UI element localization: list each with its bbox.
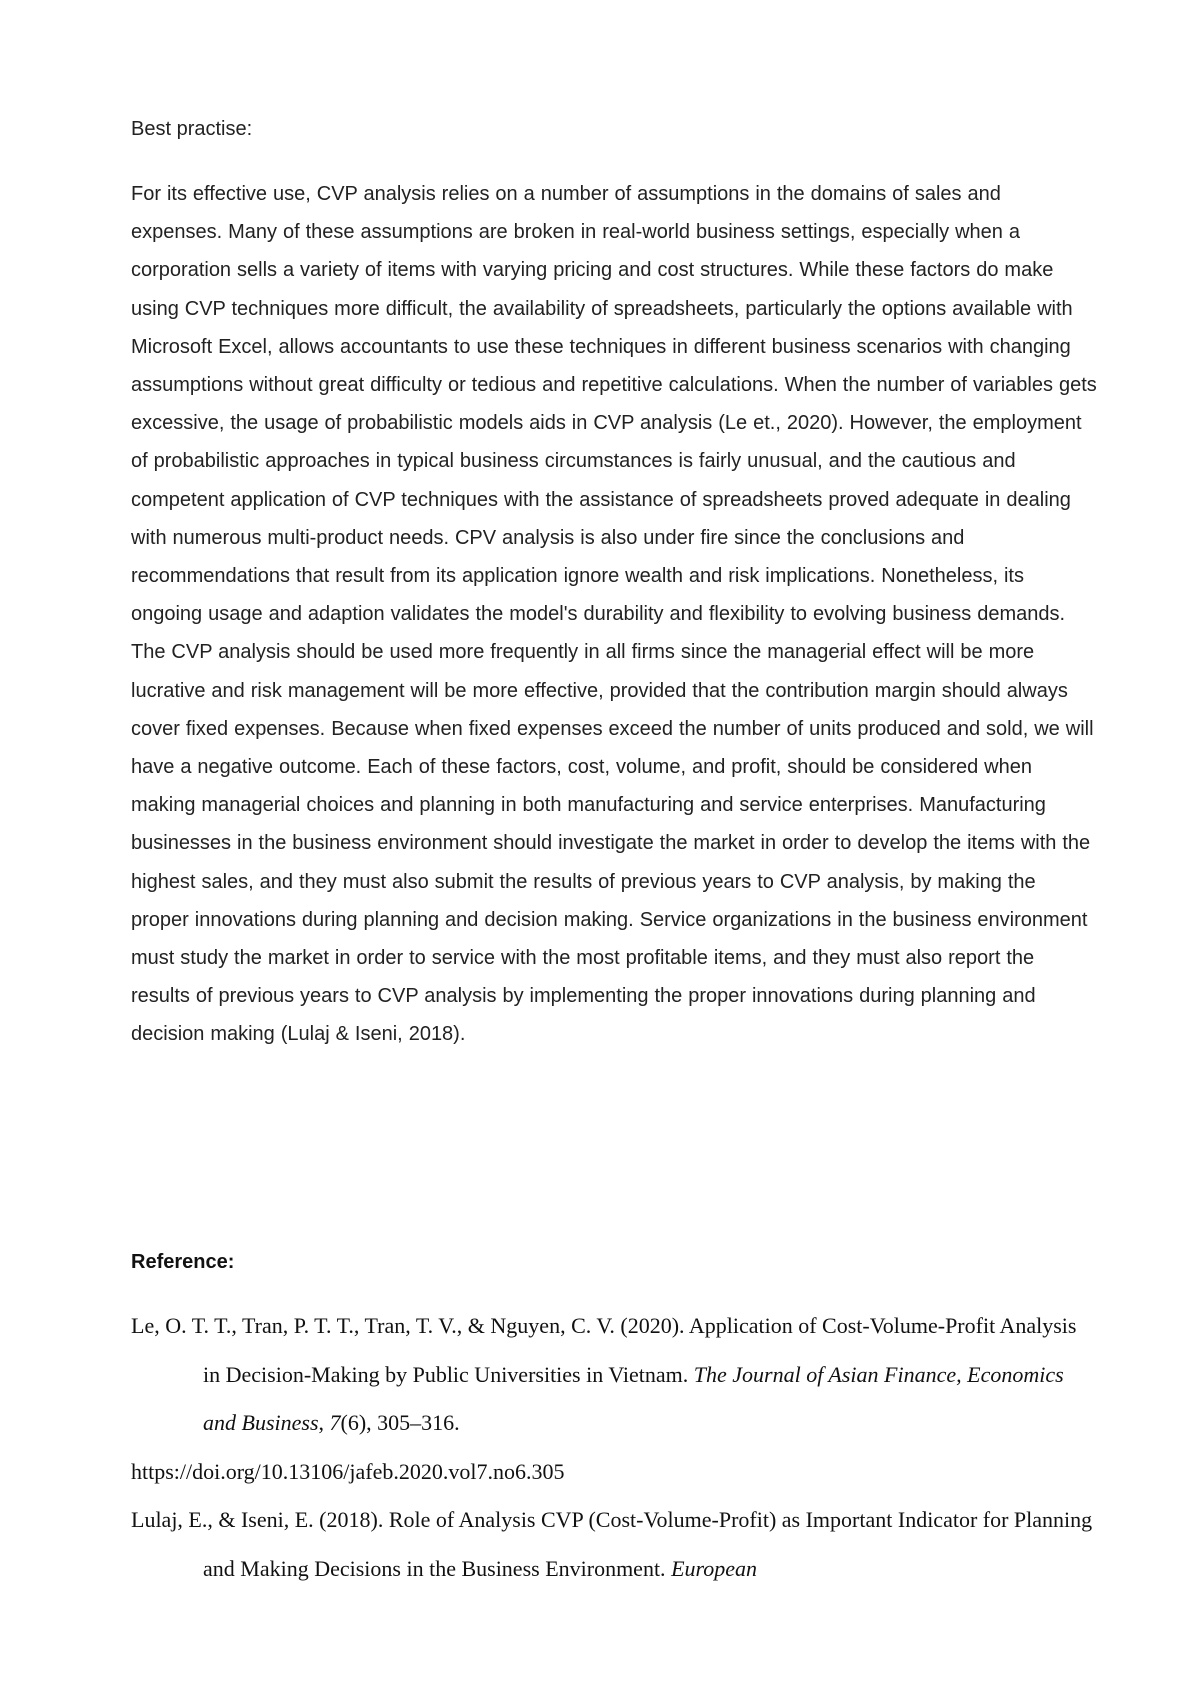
body-paragraph: For its effective use, CVP analysis relies on a number of assumptions in the domains of sales and expenses. Many of these assumptions are broken in real-world business settings, especially when a corporation sells a variety of items with varying pricing and cost structures. While these factors do make using CVP techniques more difficult, the availability of spreadsheets, particularly the options available with Microsoft Excel, allows accountants to use these techniques in different business scenarios with changing assumptions without great difficulty or tedious and repetitive calculations. When the number of variables gets excessive, the usage of probabilistic models aids in CVP analysis (Le et., 2020). However, the employment of probabilistic approaches in typical business circumstances is fairly unusual, and the cautious and competent application of CVP techniques with the assistance of spreadsheets proved adequate in dealing with numerous multi-product needs. CPV analysis is also under fire since the conclusions and recommendations that result from its application ignore wealth and risk implications. Nonetheless, its ongoing usage and adaption validates the model's durability and flexibility to evolving business demands. The CVP analysis should be used more frequently in all firms since the managerial effect will be more lucrative and risk management will be more effective, provided that the contribution margin should always cover fixed expenses. Because when fixed expenses exceed the number of units produced and sold, we will have a negative outcome. Each of these factors, cost, volume, and profit, should be considered when making managerial choices and planning in both manufacturing and service enterprises. Manufacturing businesses in the business environment should investigate the market in order to develop the items with the highest sales, and they must also submit the results of previous years to CVP analysis, by making the proper innovations during planning and decision making. Service organizations in the business environment must study the market in order to service with the most profitable items, and they must also report the results of previous years to CVP analysis by implementing the proper innovations during planning and decision making (Lulaj & Iseni, 2018). — [131, 183, 1097, 1046]
reference-citation: Le, O. T. T., Tran, P. T. T., Tran, T. V., & Nguyen, C. V. (2020). Application of Cost-Volume-Profit Analysis in Decision-Making by Public Universities in Vietnam. — [131, 1313, 1077, 1387]
reference-doi-link[interactable]: https://doi.org/10.13106/jafeb.2020.vol7.no6.305 — [131, 1458, 565, 1484]
reference-volume: 7 — [329, 1410, 341, 1435]
reference-issue-pages: (6), 305–316. — [340, 1410, 460, 1435]
reference-journal: The Journal of Asian Finance, Economics and Business — [203, 1361, 1064, 1435]
references-list — [131, 1302, 1097, 1593]
reference-entry — [131, 1496, 1097, 1593]
section-heading: Best practise: — [131, 118, 253, 140]
reference-journal: European — [671, 1555, 758, 1581]
reference-citation: Lulaj, E., & Iseni, E. (2018). Role of Analysis CVP (Cost-Volume-Profit) as Important Indicator for Planning and Making Decisions in the Business Environment. — [131, 1507, 1093, 1581]
reference-separator: , — [318, 1410, 330, 1435]
reference-entry — [131, 1302, 1097, 1496]
references-heading: Reference: — [131, 1251, 235, 1273]
